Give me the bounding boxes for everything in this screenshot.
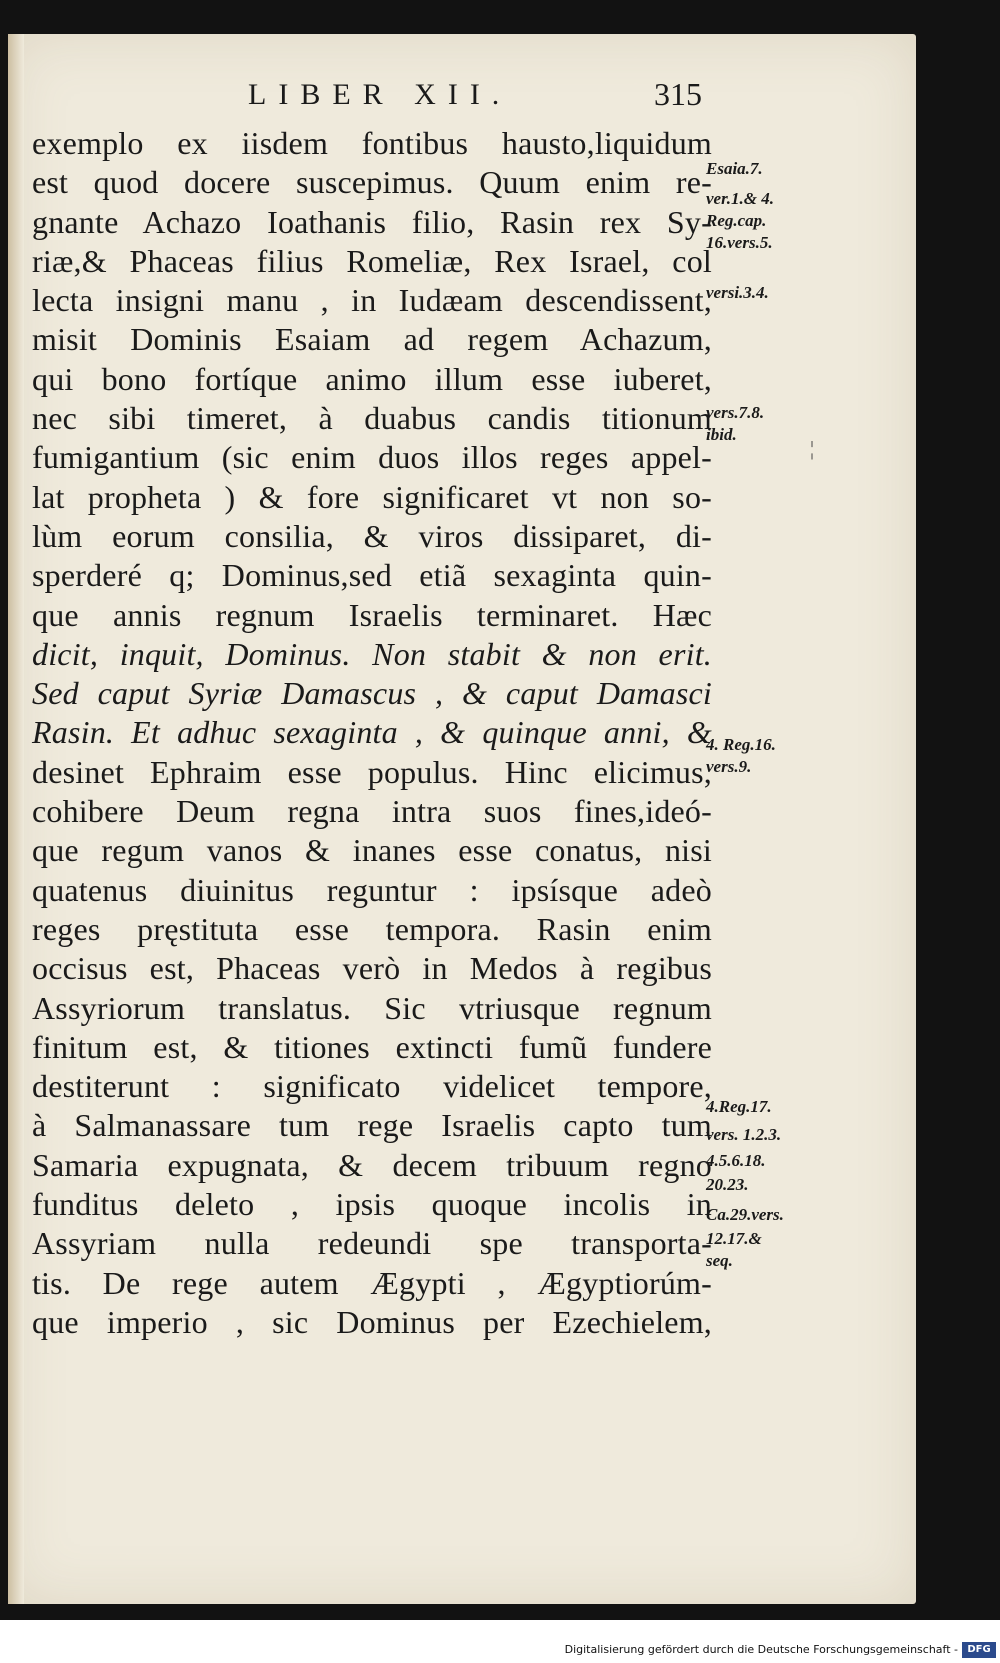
text-line: lecta insigni manu , in Iudæam descendissent, (32, 282, 712, 319)
margin-note: 16.vers.5. (706, 233, 773, 252)
text-line: est quod docere suscepimus. Quum enim re- (32, 164, 712, 201)
dfg-logo: DFG (962, 1642, 996, 1658)
text-line: occisus est, Phaceas verò in Medos à regibus (32, 950, 712, 987)
text-line: que annis regnum Israelis terminaret. Hæc (32, 596, 712, 633)
margin-note: Esaia.7. (706, 159, 763, 178)
text-line: fumigantium (sic enim duos illos reges appel- (32, 439, 712, 476)
text-line: riæ,& Phaceas filius Romeliæ, Rex Israel, col (32, 242, 712, 279)
text-line: que imperio , sic Dominus per Ezechielem, (32, 1303, 712, 1340)
text-line: dicit, inquit, Dominus. Non stabit & non erit. (32, 635, 712, 672)
text-line: destiterunt : significato videlicet tempore, (32, 1068, 712, 1105)
margin-note: Reg.cap. (706, 211, 767, 230)
text-line: exemplo ex iisdem fontibus hausto,liquidum (32, 125, 712, 161)
text-line: nec sibi timeret, à duabus candis titionum (32, 400, 712, 437)
margin-note: 4.5.6.18. (706, 1151, 766, 1170)
margin-note: vers. 1.2.3. (706, 1125, 782, 1144)
text-line: misit Dominis Esaiam ad regem Achazum, (32, 321, 712, 358)
text-line: reges pręstituta esse tempora. Rasin enim (32, 910, 712, 947)
text-line: Samaria expugnata, & decem tribuum regno (32, 1146, 712, 1183)
margin-note: Ca.29.vers. (706, 1205, 784, 1224)
margin-note: versi.3.4. (706, 283, 769, 302)
text-line: gnante Achazo Ioathanis filio, Rasin rex Sy- (32, 203, 712, 240)
text-line: Assyriorum translatus. Sic vtriusque regnum (32, 989, 712, 1026)
text-line: desinet Ephraim esse populus. Hinc elicimus, (32, 753, 712, 790)
margin-note: ver.1.& 4. (706, 189, 774, 208)
text-line: Assyriam nulla redeundi spe transporta- (32, 1225, 712, 1262)
text-line: finitum est, & titiones extincti fumũ fundere (32, 1028, 712, 1065)
text-line: lat propheta ) & fore significaret vt non so- (32, 478, 712, 515)
text-line: à Salmanassare tum rege Israelis capto tum (32, 1107, 712, 1144)
text-line: sperderé q; Dominus,sed etiã sexaginta quin- (32, 557, 712, 594)
margin-note: seq. (706, 1251, 733, 1270)
footer-credit: Digitalisierung gefördert durch die Deutsche Forschungsgemeinschaft - (564, 1643, 958, 1656)
margin-note: vers.9. (706, 757, 752, 776)
text-line: qui bono fortíque animo illum esse iuberet, (32, 360, 712, 397)
running-head: LIBER XII. (248, 78, 512, 111)
text-line: que regum vanos & inanes esse conatus, nisi (32, 832, 712, 869)
margin-note: 4. Reg.16. (706, 735, 776, 754)
margin-mark: ¦ (810, 438, 815, 460)
text-line: Sed caput Syriæ Damascus , & caput Damasci (32, 675, 712, 712)
margin-note: 4.Reg.17. (706, 1097, 772, 1116)
text-line: funditus deleto , ipsis quoque incolis in (32, 1186, 712, 1223)
margin-note: 20.23. (706, 1175, 749, 1194)
text-line: lùm eorum consilia, & viros dissiparet, di- (32, 517, 712, 554)
text-line: Rasin. Et adhuc sexaginta , & quinque anni, & (32, 714, 712, 751)
text-line: tis. De rege autem Ægypti , Ægyptiorúm- (32, 1264, 712, 1301)
page-number: 315 (654, 76, 702, 112)
text-line: cohibere Deum regna intra suos fines,ideó- (32, 793, 712, 830)
digitization-footer (0, 1640, 1000, 1663)
margin-note: vers.7.8. (706, 403, 765, 422)
margin-note: 12.17.& (706, 1229, 762, 1248)
margin-note: ibid. (706, 425, 737, 444)
text-line: quatenus diuinitus reguntur : ipsísque adeò (32, 871, 712, 908)
